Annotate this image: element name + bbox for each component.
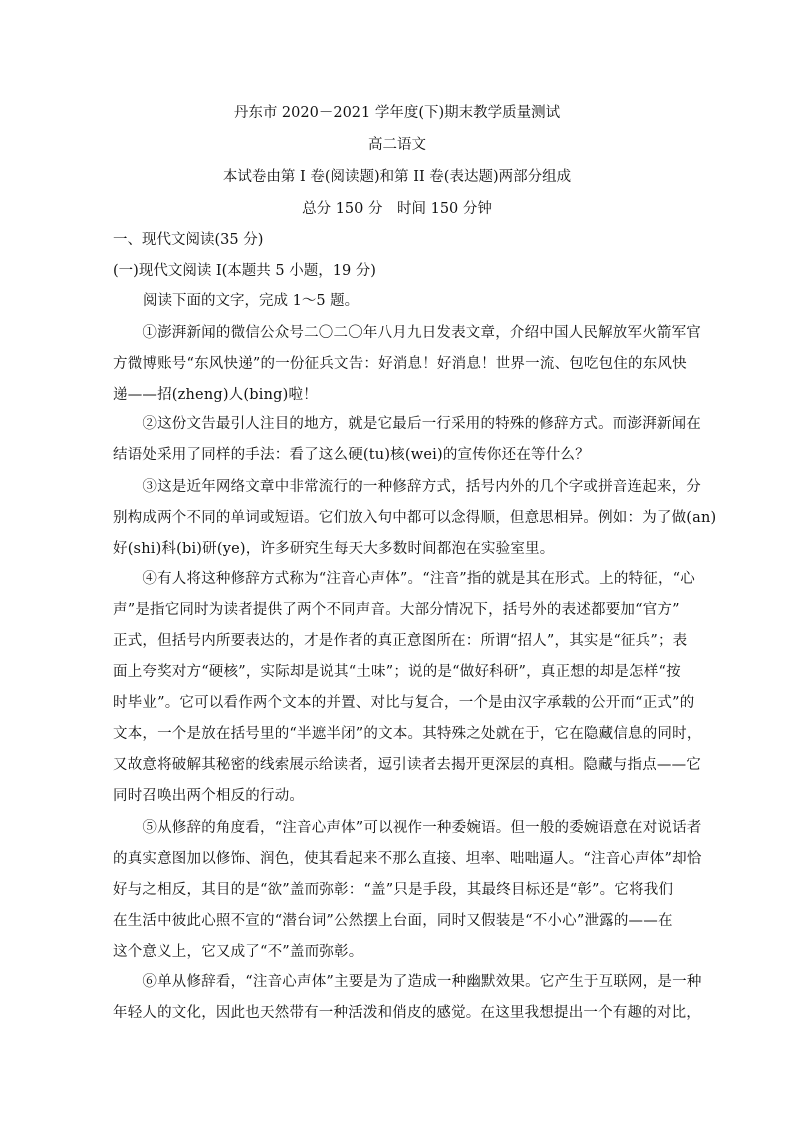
- text-line: 好(shi)科(bi)研(ye)，许多研究生每天大多数时间都泡在实验室里。: [113, 541, 555, 557]
- text-line: 递——招(zheng)人(bing)啦！: [113, 387, 318, 403]
- text-line: ④有人将这种修辞方式称为“注音心声体”。“注音”指的就是其在形式。上的特征，“心: [113, 571, 695, 587]
- subject-title: 高二语文: [368, 137, 426, 153]
- text-line: 年轻人的文化，因此也天然带有一种活泼和俏皮的感觉。在这里我想提出一个有趣的对比，: [113, 1005, 701, 1021]
- paragraph-5: [113, 818, 702, 973]
- text-line: 结语处采用了同样的手法：看了这么硬(tu)核(wei)的宣传你还在等什么？: [113, 447, 590, 463]
- subsection-heading: (一)现代文阅读 I(本题共 5 小题，19 分): [113, 263, 376, 279]
- text-line: 时毕业”。它可以看作两个文本的并置、对比与复合，一个是由汉字承载的公开而“正式”的: [113, 695, 695, 711]
- paragraph-2: [113, 414, 701, 476]
- reading-instruction: 阅读下面的文字，完成 1～5 题。: [143, 293, 360, 309]
- paragraph-4: [113, 569, 702, 817]
- text-line: 同时召唤出两个相反的行动。: [113, 788, 305, 804]
- text-line: 在生活中彼此心照不宣的“潜台词”公然摆上台面，同时又假装是“不小心”泄露的——在: [113, 913, 673, 929]
- exam-title: 丹东市 2020－2021 学年度(下)期末教学质量测试: [233, 105, 561, 121]
- text-line: 别构成两个不同的单词或短语。它们放入句中都可以念得顺，但意思相异。例如：为了做(an): [113, 510, 717, 526]
- text-line: ①澎湃新闻的微信公众号二〇二〇年八月九日发表文章，介绍中国人民解放军火箭军官: [113, 325, 701, 341]
- text-line: 这个意义上，它又成了“不”盖而弥彰。: [113, 944, 364, 960]
- text-line: 正式，但括号内所要表达的，才是作者的真正意图所在：所谓“招人”，其实是“征兵”；表: [113, 633, 688, 649]
- section-heading: 一、现代文阅读(35 分): [113, 232, 264, 248]
- text-line: ⑤从修辞的角度看，“注音心声体”可以视作一种委婉语。但一般的委婉语意在对说话者: [113, 820, 702, 836]
- text-line: ⑥单从修辞看，“注音心声体”主要是为了造成一种幽默效果。它产生于互联网，是一种: [113, 974, 702, 990]
- paragraph-3: [113, 477, 717, 570]
- text-line: ③这是近年网络文章中非常流行的一种修辞方式，括号内外的几个字或拼音连起来，分: [113, 479, 701, 495]
- text-line: 面上夸奖对方“硬核”，实际却是说其“土味”；说的是“做好科研”，真正想的却是怎样“按: [113, 664, 681, 680]
- score-and-time: 总分 150 分 时间 150 分钟: [302, 201, 492, 217]
- text-line: 的真实意图加以修饰、润色，使其看起来不那么直接、坦率、咄咄逼人。“注音心声体”却恰: [113, 851, 702, 867]
- exam-structure-note: 本试卷由第 I 卷(阅读题)和第 II 卷(表达题)两部分组成: [222, 169, 572, 185]
- paragraph-6: [113, 972, 702, 1034]
- text-line: 声”是指它同时为读者提供了两个不同声音。大部分情况下，括号外的表述都要加“官方”: [113, 602, 680, 618]
- text-line: 好与之相反，其目的是“欲”盖而弥彰：“盖”只是手段，其最终目标还是“彰”。它将我们: [113, 882, 674, 898]
- text-line: 又故意将破解其秘密的线索展示给读者，逗引读者去揭开更深层的真相。隐藏与指点——它: [113, 757, 701, 773]
- text-line: 方微博账号“东风快递”的一份征兵文告：好消息！好消息！世界一流、包吃包住的东风快: [113, 356, 687, 372]
- text-line: 文本，一个是放在括号里的“半遮半闭”的文本。其特殊之处就在于，它在隐藏信息的同时，: [113, 726, 702, 742]
- text-line: ②这份文告最引人注目的地方，就是它最后一行采用的特殊的修辞方式。而澎湃新闻在: [113, 416, 701, 432]
- paragraph-1: [113, 323, 701, 416]
